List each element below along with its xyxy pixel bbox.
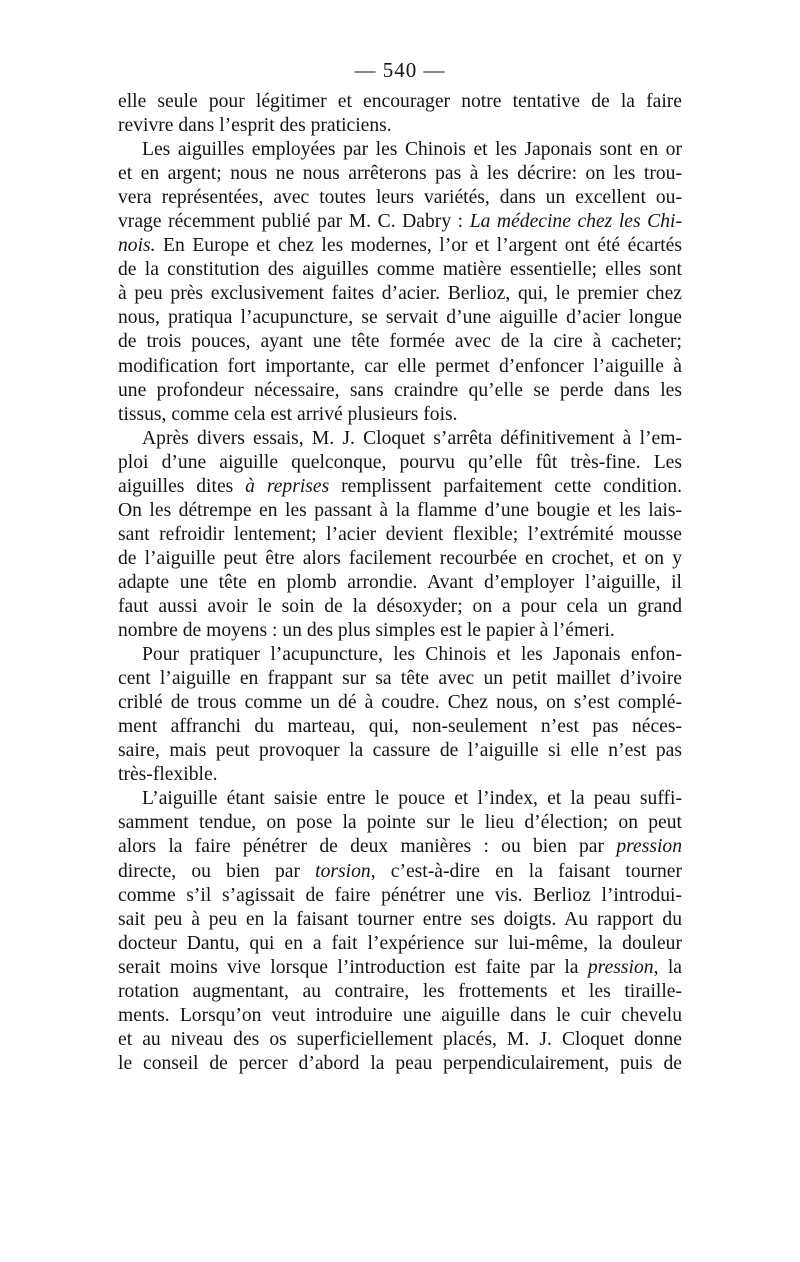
line-text: docteur Dantu, qui en a fait l’expérience sur lui-même, la douleur (118, 932, 682, 954)
line-text: Les aiguilles employées par les Chinois et les Japonais sont en or (142, 139, 682, 161)
text-line (118, 234, 682, 258)
text-line (118, 908, 682, 932)
line-text: ments. Lorsqu’on veut introduire une aiguille dans le cuir chevelu (118, 1004, 682, 1026)
text-line (118, 884, 682, 908)
text-line (118, 932, 682, 956)
line-text: et au niveau des os superficiellement placés, M. J. Cloquet donne (118, 1028, 682, 1050)
text-line (118, 475, 682, 499)
line-text: ploi d’une aiguille quelconque, pourvu qu’elle fût très-fine. Les (118, 451, 682, 473)
line-text: Pour pratiquer l’acupuncture, les Chinois et les Japonais enfon- (142, 644, 682, 666)
line-text: une profondeur nécessaire, sans craindre qu’elle se perde dans les (118, 379, 682, 401)
text-line (118, 956, 682, 980)
text-line (118, 715, 682, 739)
italic-text: nois. (118, 235, 156, 257)
line-text: alors la faire pénétrer de deux manières : ou bien par (118, 836, 617, 858)
line-text: serait moins vive lorsque l’introduction est faite par la (118, 956, 588, 978)
italic-text: torsion (315, 860, 371, 882)
text-line (118, 1028, 682, 1052)
text-line (118, 739, 682, 763)
text-line (118, 980, 682, 1004)
text-line (118, 355, 682, 379)
line-text: de la constitution des aiguilles comme matière essentielle; elles sont (118, 259, 682, 281)
line-text: aiguilles dites (118, 475, 246, 497)
text-line (118, 90, 682, 114)
line-text: On les détrempe en les passant à la flamme d’une bougie et les lais- (118, 499, 682, 521)
line-text: Après divers essais, M. J. Cloquet s’arrêta définitivement à l’em- (142, 427, 682, 449)
text-line (118, 571, 682, 595)
text-line (118, 282, 682, 306)
text-line (118, 619, 682, 643)
text-line (118, 691, 682, 715)
text-line (118, 258, 682, 282)
text-line (118, 499, 682, 523)
text-line (118, 186, 682, 210)
line-text: samment tendue, on pose la pointe sur le lieu d’élection; on peut (118, 812, 682, 834)
line-text: ment affranchi du marteau, qui, non-seulement n’est pas néces- (118, 716, 682, 738)
line-text: rotation augmentant, au contraire, les frottements et les tiraille- (118, 980, 682, 1002)
line-text: et en argent; nous ne nous arrêterons pas à les décrire: on les trou- (118, 163, 682, 185)
text-line (118, 523, 682, 547)
line-text: vera représentées, avec toutes leurs variétés, dans un excellent ou- (118, 187, 682, 209)
text-line (118, 451, 682, 475)
italic-text: La médecine chez les Chi- (469, 211, 682, 233)
line-text: adapte une tête en plomb arrondie. Avant d’employer l’aiguille, il (118, 571, 682, 593)
line-text: remplissent parfaitement cette condition. (329, 475, 682, 497)
line-text: revivre dans l’esprit des praticiens. (118, 115, 392, 137)
line-text: nous, pratiqua l’acupuncture, se servait d’une aiguille d’acier longue (118, 307, 682, 329)
line-text: saire, mais peut provoquer la cassure de l’aiguille si elle n’est pas (118, 740, 682, 762)
line-text: tissus, comme cela est arrivé plusieurs fois. (118, 403, 458, 425)
line-text: nombre de moyens : un des plus simples est le papier à l’émeri. (118, 620, 615, 642)
line-text: sant refroidir lentement; l’acier devient flexible; l’extrémité mousse (118, 523, 682, 545)
text-line (118, 330, 682, 354)
text-line (118, 811, 682, 835)
line-text: sait peu à peu en la faisant tourner entre ses doigts. Au rapport du (118, 908, 682, 930)
line-text: modification fort importante, car elle permet d’enfoncer l’aiguille à (118, 355, 682, 377)
line-text: elle seule pour légitimer et encourager notre tentative de la faire (118, 91, 682, 112)
text-line (118, 595, 682, 619)
text-line (118, 1004, 682, 1028)
line-text: vrage récemment publié par M. C. Dabry : (118, 211, 470, 233)
text-line (118, 667, 682, 691)
line-text: comme s’il s’agissait de faire pénétrer une vis. Berlioz l’introdui- (118, 884, 682, 906)
line-text: En Europe et chez les modernes, l’or et l’argent ont été écartés (155, 235, 682, 257)
line-text: , c’est-à-dire en la faisant tourner (370, 860, 683, 882)
text-line (118, 763, 682, 787)
text-line (118, 835, 682, 859)
text-line (118, 306, 682, 330)
line-text: L’aiguille étant saisie entre le pouce et l’index, et la peau suffi- (142, 788, 682, 810)
line-text: faut aussi avoir le soin de la désoxyder; on a pour cela un grand (118, 595, 682, 617)
italic-text: à reprises (245, 475, 330, 497)
text-line (118, 547, 682, 571)
line-text: directe, ou bien par (118, 860, 316, 882)
line-text: le conseil de percer d’abord la peau perpendiculairement, puis de (118, 1052, 682, 1074)
italic-text: pression (616, 836, 682, 858)
line-text: de trois pouces, ayant une tête formée avec de la cire à cacheter; (118, 331, 682, 353)
italic-text: pression (587, 956, 654, 978)
text-line (118, 1052, 682, 1076)
text-line (118, 403, 682, 427)
text-line (118, 379, 682, 403)
line-text: criblé de trous comme un dé à coudre. Chez nous, on s’est complé- (118, 692, 682, 714)
text-line (118, 787, 682, 811)
line-text: très-flexible. (118, 764, 218, 786)
text-line (118, 162, 682, 186)
text-line (118, 210, 682, 234)
line-text: cent l’aiguille en frappant sur sa tête avec un petit maillet d’ivoire (118, 668, 682, 690)
page-number: — 540 — (354, 58, 446, 82)
line-text: de l’aiguille peut être alors facilement recourbée en crochet, et on y (118, 547, 682, 569)
body-text (118, 90, 682, 1076)
line-text: , la (653, 956, 683, 978)
line-text: à peu près exclusivement faites d’acier. Berlioz, qui, le premier chez (118, 283, 682, 305)
text-line (118, 138, 682, 162)
text-line (118, 860, 682, 884)
text-line (118, 643, 682, 667)
text-line (118, 427, 682, 451)
text-line (118, 114, 682, 138)
